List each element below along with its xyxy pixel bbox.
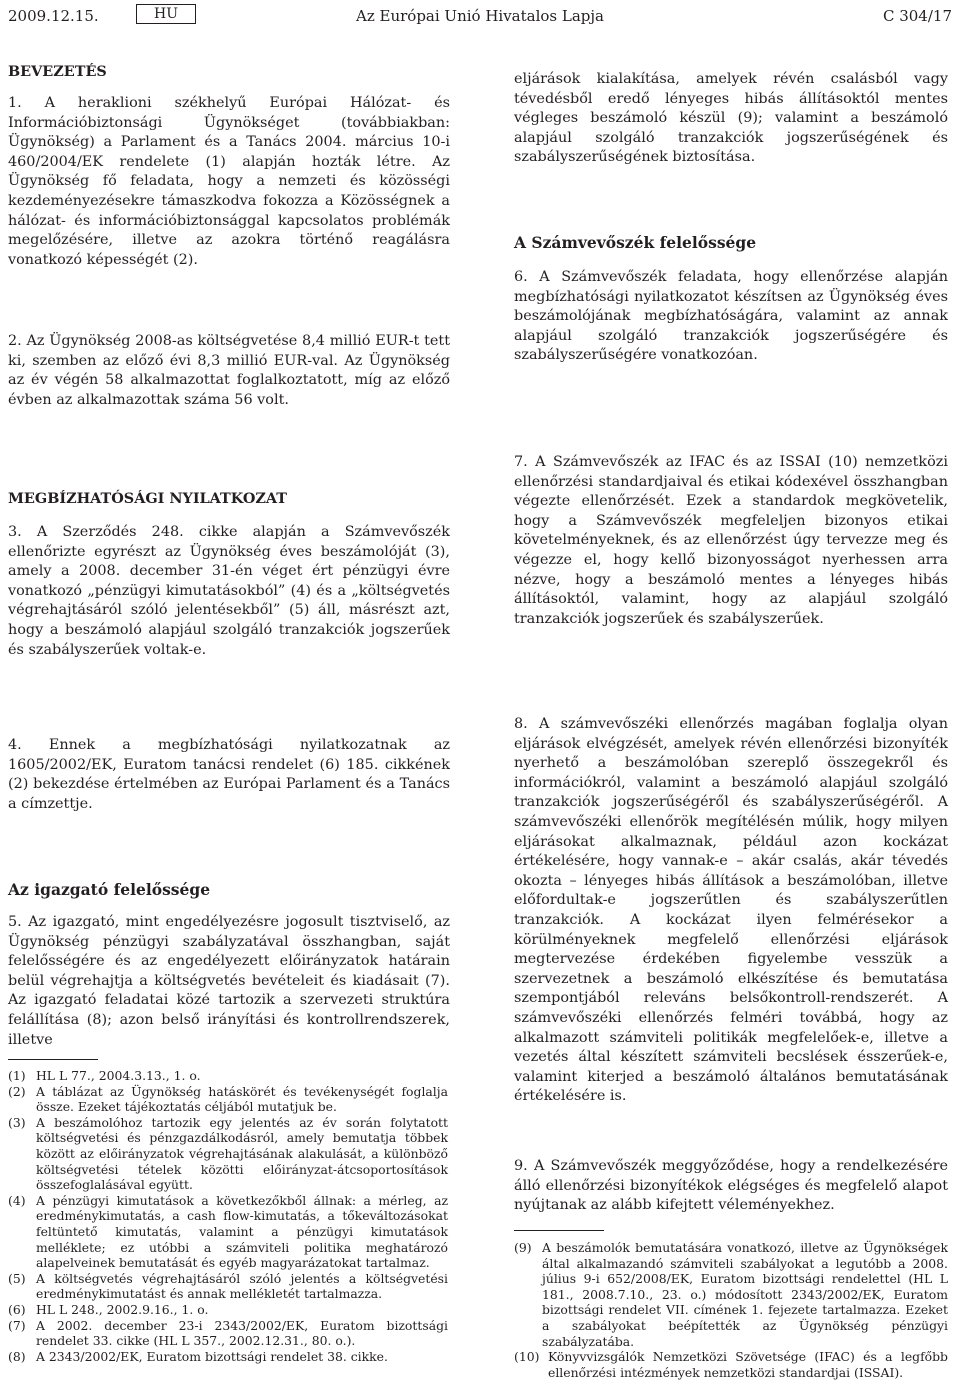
paragraph-5-continued: eljárások kialakítása, amelyek révén csalásból vagy tévedésből eredő lényeges hibás állításoktól mentes végleges beszámoló készül (9); valamint a beszámoló alapjául szolgáló tranzakciók jogszerűségének és szabályszerűségének biztosítása.	[514, 71, 948, 166]
footnote-item: (4) A pénzügyi kimutatások a következőkből állnak: a mérleg, az eredménykimutatás, a cash flow-kimutatás, a tőkeváltozásokat feltüntető kimutatás, valamint a pénzügyi kimutatások melléklete; ez utóbbi a számviteli politika meghatározó alapelveinek bemutatását és egyéb magyarázatokat tartalmaz.	[8, 1192, 448, 1271]
journal-title: Az Európai Unió Hivatalos Lapja	[356, 7, 604, 25]
paragraph-8: 8. A számvevőszéki ellenőrzés magában foglalja olyan eljárások elvégzését, amelyek révén ellenőrzési bizonyíték nyerhető a beszámolóban szereplő összegekről és információkról, valamint a beszámoló alapjául szolgáló tranzakciók jogszerűségéről és szabályszerűségéről. A számvevőszéki ellenőrök megítélésén múlik, hogy milyen eljárásokat alkalmaznak, például azon kockázat értékelésére, hogy vannak-e – akár csalás, akár tévedés okozta – lényeges hibás állítások a beszámolóban, illetve előfordultak-e jogszerűtlen és szabályszerűtlen tranzakciók. A kockázat ilyen felmérésekor a körülményeknek megfelelő ellenőrzési eljárások megtervezése érdekében figyelembe vesszük a szervezetnek a beszámoló elkészítése és bemutatása szempontjából releváns belsőkontroll-rendszerét. A számvevőszéki ellenőrzés felméri továbbá, hogy az alkalmazott számviteli politikák megfelelőek-e, illetve a vezetés által készített számviteli becslések ésszerűek-e, valamint kiterjed a beszámoló általános bemutatásának értékelésére is.	[514, 716, 948, 1105]
footnotes-right	[514, 1240, 948, 1380]
footnote-item: (7) A 2002. december 23-i 2343/2002/EK, Euratom bizottsági rendelet 33. cikke (HL L 357., 2002.12.31., 80. o.).	[8, 1317, 448, 1349]
footnote-item: (3) A beszámolóhoz tartozik egy jelentés az év során folytatott költségvetési és pénzgazdálkodásról, amely bemutatja többek között az előirányzatok végrehajtásának alakulását, a különböző költségvetési tételek közötti előirányzat-átcsoportosítások összefoglalásával együtt.	[8, 1114, 448, 1193]
paragraph-1: 1. A heraklioni székhelyű Európai Hálózat- és Információbiztonsági Ügynökséget (továbbiakban: Ügynökség) a Parlament és a Tanács 2004. március 10-i 460/2004/EK rendelete (1) alapján hozták létre. Az Ügynökség fő feladata, hogy a nemzeti és közösségi kezdeményezésekre támaszkodva fokozza a Közösségnek a hálózat- és információbiztonsággal kapcsolatos problémák megelőzésére, illetve az azokra történő reagálásra vonatkozó képességét (2).	[8, 95, 450, 268]
paragraph-6: 6. A Számvevőszék feladata, hogy ellenőrzése alapján megbízhatósági nyilatkozatot készítsen az Ügynökség éves beszámolójának megbízhatóságára, valamint az annak alapjául szolgáló tranzakciók jogszerűségére és szabályszerűségére vonatkozóan.	[514, 269, 948, 364]
footnote-item: (10) Könyvvizsgálók Nemzetközi Szövetsége (IFAC) és a legfőbb ellenőrzési intézmények nemzetközi standardjai (ISSAI).	[514, 1349, 948, 1380]
paragraph-7: 7. A Számvevőszék az IFAC és az ISSAI (10) nemzetközi ellenőrzési standardjaival és etikai kódexével összhangban végezte ellenőrzését. Ezek a standardok megkövetelik, hogy a Számvevőszék megfeleljen bizonyos etikai követelményeknek, és az ellenőrzést úgy tervezze meg és végezze el, hogy kellő bizonyosságot nyerhessen arra nézve, hogy a beszámoló mentes a lényeges hibás állításoktól, valamint, hogy az alapjául szolgáló tranzakciók jogszerűek és szabályszerűek.	[514, 454, 948, 627]
footnote-item: (5) A költségvetés végrehajtásáról szóló jelentés a költségvetési eredménykimutatást és annak mellékletét tartalmazza.	[8, 1270, 448, 1302]
footnote-rule-right	[514, 1230, 604, 1231]
paragraph-4: 4. Ennek a megbízhatósági nyilatkozatnak az 1605/2002/EK, Euratom tanácsi rendelet (6) 185. cikkének (2) bekezdése értelmében az Európai Parlament és a Tanács a címzettje.	[8, 737, 450, 812]
page-header	[8, 4, 952, 26]
director-heading: Az igazgató felelőssége	[8, 880, 211, 899]
paragraph-3: 3. A Szerződés 248. cikke alapján a Számvevőszék ellenőrizte egyrészt az Ügynökség éves beszámolóját (3), amely a 2008. december 31-én véget ért pénzügyi évre vonatkozó „pénzügyi kimutatásokból” (4) és a „költségvetés végrehajtásáról szóló jelentésekből” (5) áll, másrészt azt, hogy a beszámoló alapjául szolgáló tranzakciók jogszerűek és szabályszerűek voltak-e.	[8, 524, 450, 658]
footnote-item: (2) A táblázat az Ügynökség hatáskörét és tevékenységét foglalja össze. Ezeket tájékoztatás céljából mutatjuk be.	[8, 1083, 448, 1115]
header-date: 2009.12.15.	[8, 7, 99, 25]
page-reference: C 304/17	[882, 7, 952, 25]
footnote-rule-left	[8, 1059, 98, 1060]
paragraph-5: 5. Az igazgató, mint engedélyezésre jogosult tisztviselő, az Ügynökség pénzügyi szabályzatával összhangban, saját felelősségére és az engedélyezett előirányzatok határain belül végrehajtja a költségvetés bevételeit és kiadásait (7). Az igazgató feladatai közé tartozik a szervezeti struktúra felállítása (8); azon belső irányítási és kontrollrendszerek, illetve	[8, 914, 450, 1048]
language-badge: HU	[136, 4, 196, 24]
court-heading: A Számvevőszék felelőssége	[514, 233, 757, 252]
statement-heading: MEGBÍZHATÓSÁGI NYILATKOZAT	[8, 490, 288, 507]
footnote-item: (1) HL L 77., 2004.3.13., 1. o.	[8, 1068, 201, 1083]
intro-heading: BEVEZETÉS	[8, 63, 107, 80]
paragraph-2: 2. Az Ügynökség 2008-as költségvetése 8,4 millió EUR-t tett ki, szemben az előző évi 8,3 millió EUR-val. Az Ügynökség az év végén 58 alkalmazottat foglalkoztatott, míg az előző évben az alkalmazottak száma 56 volt.	[8, 333, 450, 408]
footnote-item: (9) A beszámolók bemutatására vonatkozó, illetve az Ügynökségek által alkalmazandó számviteli szabályokat a legutóbb a 2008. július 9-i 652/2008/EK, Euratom bizottsági rendelettel (HL L 181., 2008.7.10., 23. o.) módosított 2343/2002/EK, Euratom bizottsági rendelet VII. címének 1. fejezete tartalmazza. Ezeket a szabályokat beépítették az Ügynökség pénzügyi szabályzatába.	[514, 1240, 948, 1349]
footnotes-left	[8, 1068, 448, 1364]
footnote-item: (6) HL L 248., 2002.9.16., 1. o.	[8, 1301, 209, 1317]
paragraph-9: 9. A Számvevőszék meggyőződése, hogy a rendelkezésére álló ellenőrzési bizonyítékok elégséges és megfelelő alapot nyújtanak az alább kifejtett véleményekhez.	[514, 1158, 948, 1214]
footnote-item: (8) A 2343/2002/EK, Euratom bizottsági rendelet 38. cikke.	[8, 1348, 388, 1364]
